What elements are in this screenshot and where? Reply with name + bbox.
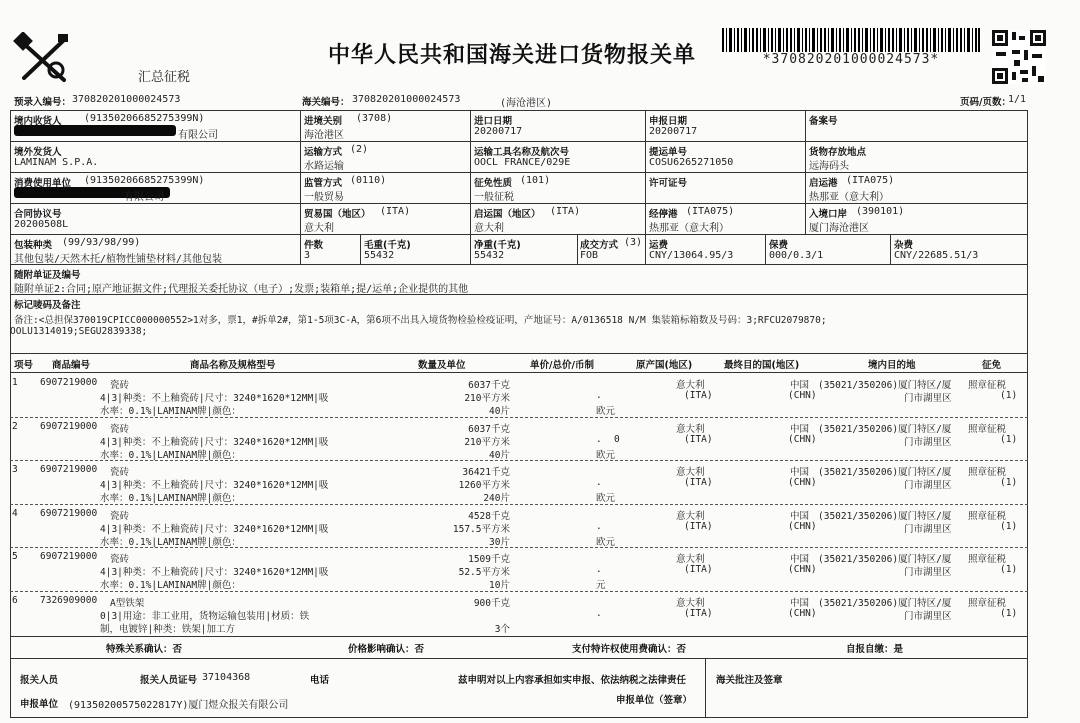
consumer-label: 消费使用单位 xyxy=(14,178,72,189)
docs: 随附单证2:合同;原产地证据文件;代理报关委托协议（电子）;发票;装箱单;提/运单;企业提供的其他 xyxy=(14,284,469,295)
cell-spec2: 水率：0.1%|LAMINAM牌|颜色： xyxy=(100,493,241,504)
trade-country: 意大利 xyxy=(304,223,334,234)
cell-levy1: 照章征税 xyxy=(968,380,1007,391)
barcode-text: *370820201000024573* xyxy=(762,52,940,67)
cell-no: 2 xyxy=(12,420,18,432)
col-name: 商品名称及规格型号 xyxy=(190,360,276,371)
cell-origin-code: (ITA) xyxy=(684,564,713,575)
cell-q2: 210平方米 xyxy=(464,393,510,404)
cell-dest-code: (CHN) xyxy=(788,564,817,575)
shipper-label: 境外发货人 xyxy=(14,147,62,158)
cell-no: 1 xyxy=(12,377,18,388)
cell-code: 6907219000 xyxy=(40,551,98,562)
cell-name: 瓷砖 xyxy=(110,423,130,435)
cell-dest-code: (CHN) xyxy=(788,520,817,532)
cell-p1: . xyxy=(596,477,602,488)
cell-q2: 157.5平方米 xyxy=(452,523,510,535)
cell-dom1: (35021/350206)厦门特区/厦 xyxy=(818,423,952,435)
marks-line2: OOLU1314019;SEGU2839338; xyxy=(10,326,148,337)
declare-date-label: 申报日期 xyxy=(649,116,688,127)
cell-name: 瓷砖 xyxy=(110,380,130,391)
marks-line1: 备注:<总担保370019CPICC000000552>1对多，票1，#拆单2#，第1-5项3C-A，第6项不出具入境货物检验检疫证明，产地证号：A/0136518 N/M 集装箱标箱数及号码：3;RFCU2079870; xyxy=(14,315,827,326)
departure-port: 热那亚（意大利） xyxy=(809,192,889,203)
package-code: (99/93/98/99) xyxy=(62,237,141,248)
import-date-label: 进口日期 xyxy=(474,116,513,127)
marks-label: 标记唛码及备注 xyxy=(14,300,81,311)
levy: 一般征税 xyxy=(474,192,514,203)
decl-seal: 申报单位（签章） xyxy=(616,695,693,706)
cell-dom1: (35021/350206)厦门特区/厦 xyxy=(818,380,952,391)
deal: FOB xyxy=(580,250,599,261)
net-label: 净重(千克) xyxy=(474,240,521,251)
cell-origin: 意大利 xyxy=(676,380,705,391)
row-divider xyxy=(10,460,1028,461)
freight: CNY/13064.95/3 xyxy=(649,250,734,261)
cell-q2: 1260平方米 xyxy=(458,480,510,491)
customs-emblem-logo xyxy=(12,32,74,86)
cell-dom2: 门市湖里区 xyxy=(904,436,952,448)
phone-label: 电话 xyxy=(310,675,330,686)
gross-weight: 55432 xyxy=(364,250,395,261)
docs-label: 随附单证及编号 xyxy=(14,270,81,281)
cell-q1: 1509千克 xyxy=(468,554,510,565)
cell-name: 瓷砖 xyxy=(110,510,130,522)
cell-p3: 欧元 xyxy=(596,406,616,417)
package: 其他包装/天然木托/植物性铺垫材料/其他包装 xyxy=(14,254,223,265)
via-port-label: 经停港 xyxy=(649,209,678,220)
cell-origin-code: (ITA) xyxy=(684,607,713,619)
customs-number: 370820201000024573 xyxy=(352,94,461,105)
origin-country: 意大利 xyxy=(474,223,504,234)
barcode xyxy=(722,28,980,52)
cell-q2: 52.5平方米 xyxy=(458,567,510,578)
cell-levy2: (1) xyxy=(1000,390,1018,401)
cell-origin: 意大利 xyxy=(676,423,705,435)
cell-levy2: (1) xyxy=(1000,607,1018,619)
cell-levy1: 照章征税 xyxy=(968,597,1007,609)
cell-q3: 10片 xyxy=(489,580,510,591)
cell-p1: . xyxy=(596,520,602,532)
cell-q3: 40片 xyxy=(489,406,510,417)
supervision-code: (0110) xyxy=(350,175,387,186)
origin-country-code: (ITA) xyxy=(550,206,581,217)
col-code: 商品编号 xyxy=(52,360,91,371)
supervision: 一般贸易 xyxy=(304,192,344,203)
pieces: 3 xyxy=(304,250,311,261)
col-no: 项号 xyxy=(14,360,34,371)
shipper: LAMINAM S.P.A. xyxy=(14,157,99,168)
contract-number: 20200508L xyxy=(14,219,69,230)
decl-unit: (91350200575022817Y)厦门煜众报关有限公司 xyxy=(68,700,289,711)
cell-dest-code: (CHN) xyxy=(788,477,817,488)
consumer-name: 有限公司 xyxy=(124,192,164,203)
pre-entry-number: 370820201000024573 xyxy=(72,94,181,105)
cell-dest: 中国 xyxy=(790,554,810,565)
import-date: 20200717 xyxy=(474,126,523,137)
cell-q2: 210平方米 xyxy=(464,436,510,448)
vessel-label: 运输工具名称及航次号 xyxy=(474,147,570,158)
cell-spec1: 0|3|用途：非工业用，货物运输包装用|材质：铁 xyxy=(100,610,310,622)
cell-origin-code: (ITA) xyxy=(684,433,713,445)
misc-fee: CNY/22685.51/3 xyxy=(894,250,979,261)
entry-port-code: (390101) xyxy=(856,206,905,217)
cell-dom1: (35021/350206)厦门特区/厦 xyxy=(818,597,952,609)
cell-spec1: 4|3|种类：不上釉瓷砖|尺寸：3240*1620*12MM|吸 xyxy=(100,393,329,404)
cell-no: 4 xyxy=(12,507,18,519)
gross-label: 毛重(千克) xyxy=(364,240,411,251)
qr-code xyxy=(992,30,1046,84)
cell-p3: 欧元 xyxy=(596,449,616,461)
cell-spec2: 水率：0.1%|LAMINAM牌|颜色： xyxy=(100,536,241,548)
cell-dest: 中国 xyxy=(790,597,810,609)
cell-spec2: 水率：0.1%|LAMINAM牌|颜色： xyxy=(100,449,241,461)
row-divider xyxy=(10,591,1028,592)
cell-spec1: 4|3|种类：不上釉瓷砖|尺寸：3240*1620*12MM|吸 xyxy=(100,567,329,578)
transport-mode-code: (2) xyxy=(350,144,369,155)
col-dest: 最终目的国(地区) xyxy=(724,360,800,371)
cell-dest-code: (CHN) xyxy=(788,607,817,619)
row-divider xyxy=(10,504,1028,505)
storage-label: 货物存放地点 xyxy=(809,147,867,158)
cell-q1: 4528千克 xyxy=(468,510,510,522)
price-impact: 价格影响确认：否 xyxy=(348,644,425,655)
cell-p3: 欧元 xyxy=(596,536,616,548)
cell-dom1: (35021/350206)厦门特区/厦 xyxy=(818,510,952,522)
transport-mode-label: 运输方式 xyxy=(304,147,343,158)
cell-code: 6907219000 xyxy=(40,377,98,388)
cell-code: 6907219000 xyxy=(40,464,98,475)
consignee-name: 有限公司 xyxy=(178,130,218,141)
cell-levy1: 照章征税 xyxy=(968,423,1007,435)
row-divider xyxy=(10,547,1028,548)
cell-p3: 欧元 xyxy=(596,493,616,504)
broker-label: 报关人员 xyxy=(20,675,59,686)
cell-no: 5 xyxy=(12,551,18,562)
cell-origin: 意大利 xyxy=(676,467,705,478)
cell-origin: 意大利 xyxy=(676,597,705,609)
cell-levy1: 照章征税 xyxy=(968,554,1007,565)
via-port: 热那亚（意大利） xyxy=(649,223,729,234)
pre-entry-label: 预录入编号： xyxy=(14,97,72,108)
misc-label: 杂费 xyxy=(894,240,914,251)
cell-levy2: (1) xyxy=(1000,477,1018,488)
entry-office: 海沧港区 xyxy=(304,130,344,141)
col-qty: 数量及单位 xyxy=(418,360,466,371)
entry-port: 厦门海沧港区 xyxy=(809,223,869,234)
cell-q1: 6037千克 xyxy=(468,423,510,435)
trade-country-code: (ITA) xyxy=(380,206,411,217)
cell-levy1: 照章征税 xyxy=(968,467,1007,478)
cell-dest-code: (CHN) xyxy=(788,390,817,401)
entry-port-label: 入境口岸 xyxy=(809,209,848,220)
pieces-label: 件数 xyxy=(304,240,324,251)
cell-dom2: 门市湖里区 xyxy=(904,567,952,578)
deal-code: (3) xyxy=(624,237,643,248)
supervision-label: 监管方式 xyxy=(304,178,343,189)
deal-label: 成交方式 xyxy=(580,240,619,251)
cell-name: 瓷砖 xyxy=(110,554,130,565)
self-report: 自报自缴：是 xyxy=(846,644,904,655)
cell-p3: 元 xyxy=(596,580,606,591)
levy-label: 征免性质 xyxy=(474,178,513,189)
bl-label: 提运单号 xyxy=(649,147,688,158)
cell-name: A型铁架 xyxy=(110,597,145,609)
cell-origin-code: (ITA) xyxy=(684,390,713,401)
cell-dest: 中国 xyxy=(790,467,810,478)
cell-origin: 意大利 xyxy=(676,554,705,565)
insurance-label: 保费 xyxy=(769,240,789,251)
origin-country-label: 启运国（地区） xyxy=(474,209,541,220)
package-label: 包装种类 xyxy=(14,240,53,251)
consignee-code: (91350206685275399N) xyxy=(84,113,205,124)
cell-q1: 900千克 xyxy=(473,597,510,609)
cell-no: 3 xyxy=(12,464,18,475)
cell-q3: 30片 xyxy=(489,536,510,548)
document-title: 中华人民共和国海关进口货物报关单 xyxy=(328,42,697,68)
cell-code: 7326909000 xyxy=(40,594,98,606)
broker-cert: 37104368 xyxy=(202,672,251,683)
subtitle: 汇总征税 xyxy=(138,70,191,85)
cell-origin: 意大利 xyxy=(676,510,705,522)
cell-dest: 中国 xyxy=(790,423,810,435)
cell-q3: 3个 xyxy=(494,623,510,635)
cell-dest: 中国 xyxy=(790,380,810,391)
cell-no: 6 xyxy=(12,594,18,606)
col-price: 单价/总价/币制 xyxy=(530,360,594,371)
royalty: 支付特许权使用费确认：否 xyxy=(572,644,687,655)
cell-levy1: 照章征税 xyxy=(968,510,1007,522)
cell-q1: 36421千克 xyxy=(462,467,510,478)
col-levy: 征免 xyxy=(982,360,1002,371)
cell-p1: . xyxy=(596,433,602,445)
cell-name: 瓷砖 xyxy=(110,467,130,478)
cell-spec1: 4|3|种类：不上釉瓷砖|尺寸：3240*1620*12MM|吸 xyxy=(100,523,329,535)
cell-levy2: (1) xyxy=(1000,564,1018,575)
insurance: 000/0.3/1 xyxy=(769,250,824,261)
decl-unit-label: 申报单位 xyxy=(20,699,59,710)
consumer-code: (91350206685275399N) xyxy=(84,175,205,186)
cell-dom2: 门市湖里区 xyxy=(904,610,952,622)
port-name: (海沧港区) xyxy=(500,98,553,109)
cell-origin-code: (ITA) xyxy=(684,477,713,488)
license-label: 许可证号 xyxy=(649,178,688,189)
levy-code: (101) xyxy=(520,175,551,186)
cell-spec2: 水率：0.1%|LAMINAM牌|颜色： xyxy=(100,580,241,591)
cell-levy2: (1) xyxy=(1000,520,1018,532)
filing-no-label: 备案号 xyxy=(809,116,838,127)
contract-label: 合同协议号 xyxy=(14,209,62,220)
cell-q1: 6037千克 xyxy=(468,380,510,391)
freight-label: 运费 xyxy=(649,240,669,251)
special-relation: 特殊关系确认：否 xyxy=(106,644,183,655)
page-value: 1/1 xyxy=(1008,94,1027,105)
cell-spec1: 4|3|种类：不上釉瓷砖|尺寸：3240*1620*12MM|吸 xyxy=(100,436,329,448)
bl-number: COSU6265271050 xyxy=(649,157,734,168)
cell-dest-code: (CHN) xyxy=(788,433,817,445)
customs-note: 海关批注及签章 xyxy=(716,675,783,686)
cell-q3: 40片 xyxy=(489,449,510,461)
cell-spec2: 水率：0.1%|LAMINAM牌|颜色： xyxy=(100,406,241,417)
consignee-label: 境内收货人 xyxy=(14,116,62,127)
cell-dom2: 门市湖里区 xyxy=(904,523,952,535)
via-port-code: (ITA075) xyxy=(686,206,735,217)
broker-cert-label: 报关人员证号 xyxy=(140,675,198,686)
departure-port-label: 启运港 xyxy=(809,178,838,189)
cell-spec2: 制，电镀锌|种类：铁架|加工方 xyxy=(100,623,235,635)
transport-mode: 水路运输 xyxy=(304,161,344,172)
declare-date: 20200717 xyxy=(649,126,698,137)
entry-office-code: (3708) xyxy=(356,113,393,124)
cell-code: 6907219000 xyxy=(40,507,98,519)
col-origin: 原产国(地区) xyxy=(636,360,693,371)
cell-dom2: 门市湖里区 xyxy=(904,393,952,404)
storage: 远海码头 xyxy=(809,161,849,172)
cell-dom2: 门市湖里区 xyxy=(904,480,952,491)
cell-levy2: (1) xyxy=(1000,433,1018,445)
cell-p2: 0 xyxy=(614,433,620,445)
cell-origin-code: (ITA) xyxy=(684,520,713,532)
cell-dom1: (35021/350206)厦门特区/厦 xyxy=(818,467,952,478)
cell-spec1: 4|3|种类：不上釉瓷砖|尺寸：3240*1620*12MM|吸 xyxy=(100,480,329,491)
statement: 兹申明对以上内容承担如实申报、依法纳税之法律责任 xyxy=(458,675,687,686)
cell-p1: . xyxy=(596,607,602,619)
row-divider xyxy=(10,417,1028,418)
cell-dest: 中国 xyxy=(790,510,810,522)
page-label: 页码/页数： xyxy=(960,97,1011,108)
cell-dom1: (35021/350206)厦门特区/厦 xyxy=(818,554,952,565)
cell-p1: . xyxy=(596,564,602,575)
cell-p1: . xyxy=(596,390,602,401)
col-domestic: 境内目的地 xyxy=(868,360,916,371)
cell-code: 6907219000 xyxy=(40,420,98,432)
departure-port-code: (ITA075) xyxy=(846,175,895,186)
trade-country-label: 贸易国（地区） xyxy=(304,209,371,220)
vessel: OOCL FRANCE/029E xyxy=(474,157,571,168)
net-weight: 55432 xyxy=(474,250,505,261)
entry-office-label: 进境关别 xyxy=(304,116,343,127)
cell-q3: 240片 xyxy=(483,493,510,504)
customs-number-label: 海关编号： xyxy=(302,97,350,108)
